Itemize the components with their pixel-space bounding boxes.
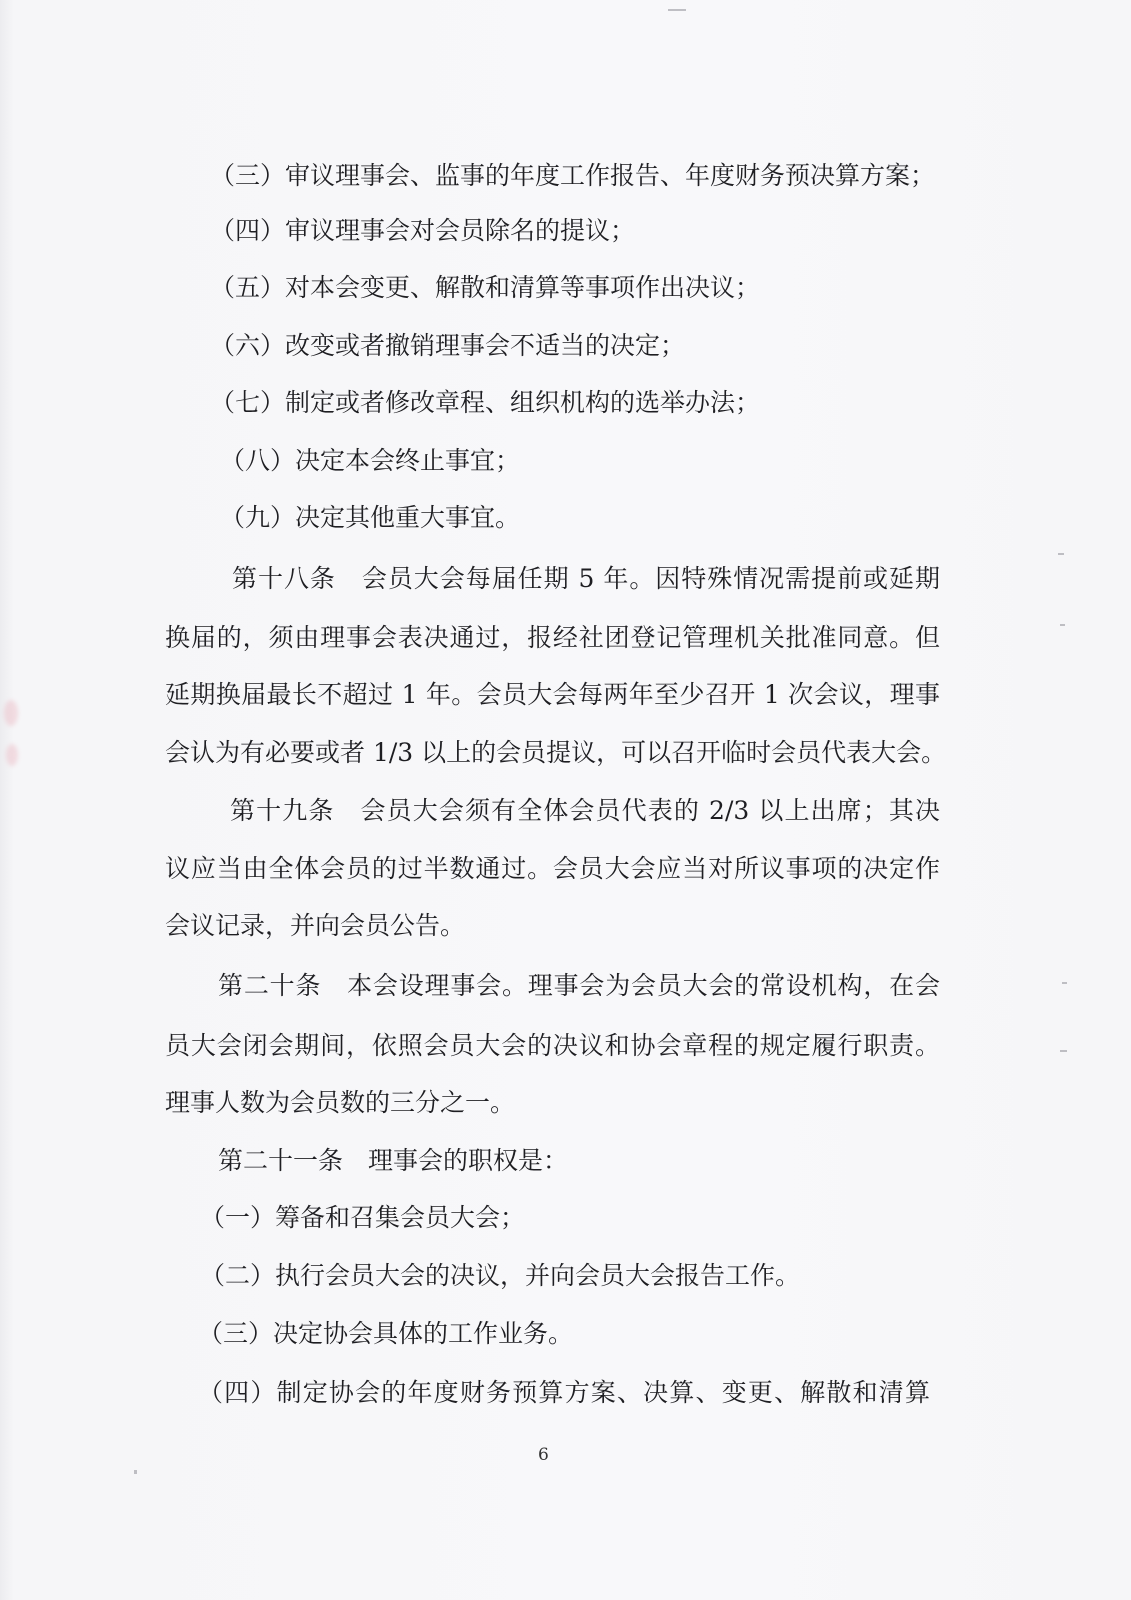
scan-speck xyxy=(134,1470,137,1474)
article18-line-2: 换届的，须由理事会表决通过，报经社团登记管理机关批准同意。但 xyxy=(165,623,940,652)
scan-speck xyxy=(668,9,686,11)
article19-line-2: 议应当由全体会员的过半数通过。会员大会应当对所议事项的决定作 xyxy=(165,854,940,883)
scan-speck xyxy=(1060,624,1065,626)
article18-line-3: 延期换届最长不超过 1 年。会员大会每两年至少召开 1 次会议，理事 xyxy=(165,680,940,709)
scan-stain xyxy=(4,700,18,726)
article18-line-1: 第十八条 会员大会每届任期 5 年。因特殊情况需提前或延期 xyxy=(232,564,940,593)
article19-line-1: 第十九条 会员大会须有全体会员代表的 2/3 以上出席；其决 xyxy=(230,796,940,825)
article21-heading: 第二十一条 理事会的职权是： xyxy=(218,1146,569,1175)
article21-item-3: （三）决定协会具体的工作业务。 xyxy=(198,1319,574,1348)
scan-stain xyxy=(6,744,18,766)
page-number: 6 xyxy=(538,1445,549,1465)
article17-item-8: （八）决定本会终止事宜； xyxy=(220,446,521,475)
article21-item-1: （一）筹备和召集会员大会； xyxy=(200,1203,526,1232)
article17-item-9: （九）决定其他重大事宜。 xyxy=(220,503,521,532)
article17-item-4: （四）审议理事会对会员除名的提议； xyxy=(210,216,636,245)
article20-line-1: 第二十条 本会设理事会。理事会为会员大会的常设机构，在会 xyxy=(218,971,940,1000)
article21-item-4: （四）制定协会的年度财务预算方案、决算、变更、解散和清算 xyxy=(198,1378,930,1407)
article19-line-3: 会议记录，并向会员公告。 xyxy=(165,911,466,940)
article21-item-2: （二）执行会员大会的决议，并向会员大会报告工作。 xyxy=(200,1261,801,1290)
scan-speck xyxy=(1062,982,1067,984)
article20-line-3: 理事人数为会员数的三分之一。 xyxy=(165,1088,516,1117)
article17-item-6: （六）改变或者撤销理事会不适当的决定； xyxy=(210,331,686,360)
article18-line-4: 会认为有必要或者 1/3 以上的会员提议，可以召开临时会员代表大会。 xyxy=(165,738,947,767)
scan-speck xyxy=(1060,1050,1067,1052)
article17-item-5: （五）对本会变更、解散和清算等事项作出决议； xyxy=(210,273,761,302)
article20-line-2: 员大会闭会期间，依照会员大会的决议和协会章程的规定履行职责。 xyxy=(165,1031,940,1060)
scan-speck xyxy=(1058,553,1064,555)
article17-item-7: （七）制定或者修改章程、组织机构的选举办法； xyxy=(210,388,761,417)
article17-item-3: （三）审议理事会、监事的年度工作报告、年度财务预决算方案； xyxy=(210,161,936,190)
